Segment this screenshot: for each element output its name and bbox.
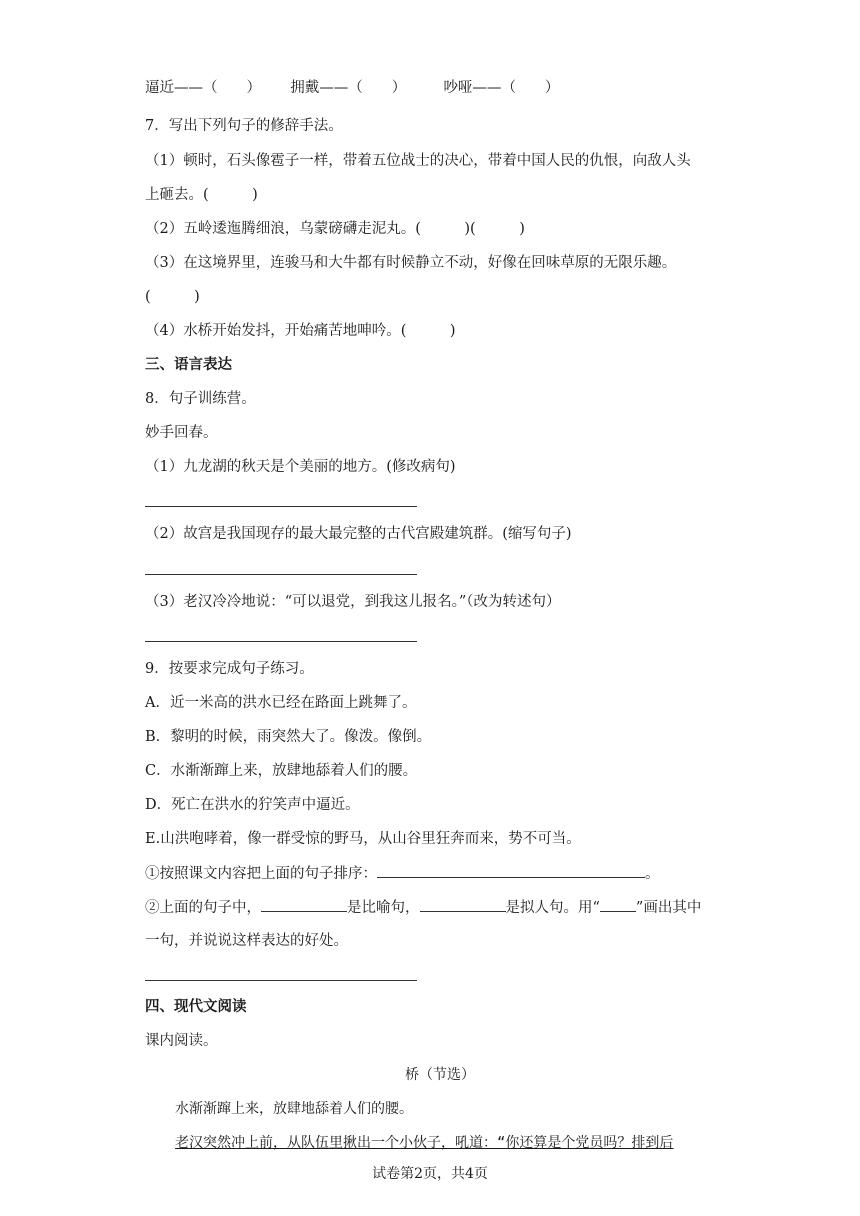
q7-sentence-1a: （1）顿时，石头像雹子一样，带着五位战士的决心，带着中国人民的仇恨，向敌人头 <box>145 153 691 169</box>
page-footer: 试卷第2页，共4页 <box>372 1166 488 1182</box>
q7-sentence-1b: 上砸去。( ) <box>145 187 258 203</box>
q8-answer-line-1[interactable] <box>145 506 417 507</box>
excerpt-title: 桥（节选） <box>405 1067 475 1083</box>
excerpt-paragraph-2: 老汉突然冲上前，从队伍里揪出一个小伙子，吼道：“你还算是个党员吗？排到后 <box>175 1135 674 1151</box>
q9-order-blank[interactable] <box>377 863 645 878</box>
q9-metaphor-blank[interactable] <box>261 897 347 912</box>
q9-answer-line[interactable] <box>145 980 417 981</box>
q8-item-1: （1）九龙湖的秋天是个美丽的地方。(修改病句) <box>145 459 456 475</box>
q9-part-2-end: ”画出其中 <box>635 900 702 916</box>
q7-sentence-4: （4）水桥开始发抖，开始痛苦地呻吟。( ) <box>145 323 456 339</box>
q9-part-1-end: 。 <box>645 866 660 882</box>
q7-sentence-3b: ( ) <box>145 289 200 305</box>
q7-title: 7．写出下列句子的修辞手法。 <box>145 118 343 134</box>
section-4-heading: 四、现代文阅读 <box>145 998 247 1015</box>
q9-part-2-mid2: 是拟人句。用“ <box>505 900 600 916</box>
word-3: 吵哑—— <box>443 80 502 96</box>
q9-part-2-prompt: ②上面的句子中， <box>145 900 261 916</box>
answer-paren-2: （ ） <box>348 80 407 96</box>
q8-answer-line-3[interactable] <box>145 641 417 642</box>
excerpt-paragraph-1: 水渐渐蹿上来，放肆地舔着人们的腰。 <box>175 1101 413 1117</box>
q9-option-d: D．死亡在洪水的狞笑声中逼近。 <box>145 797 360 813</box>
q9-option-a: A．近一米高的洪水已经在路面上跳舞了。 <box>145 695 417 711</box>
q8-item-3: （3）老汉冷冷地说：“可以退党，到我这儿报名。”（改为转述句） <box>145 594 561 610</box>
q7-sentence-2: （2）五岭逶迤腾细浪，乌蒙磅礴走泥丸。( )( ) <box>145 221 525 237</box>
q9-option-c: C．水渐渐蹿上来，放肆地舔着人们的腰。 <box>145 763 418 779</box>
q8-item-2: （2）故宫是我国现存的最大最完整的古代宫殿建筑群。(缩写句子) <box>145 526 572 542</box>
q9-option-e: E.山洪咆哮着，像一群受惊的野马，从山谷里狂奔而来，势不可当。 <box>145 831 581 847</box>
word-1: 逼近—— <box>145 80 203 96</box>
q9-personification-blank[interactable] <box>420 897 506 912</box>
answer-paren-1: （ ） <box>203 80 261 96</box>
word-pair-row <box>145 78 559 98</box>
q8-answer-line-2[interactable] <box>145 574 417 575</box>
q9-part-1 <box>145 863 660 884</box>
q9-title: 9．按要求完成句子练习。 <box>145 661 314 677</box>
q9-underline-sample <box>600 897 636 912</box>
q9-part-2-mid1: 是比喻句， <box>347 900 420 916</box>
q9-option-b: B．黎明的时候，雨突然大了。像泼。像倒。 <box>145 729 432 745</box>
answer-paren-3: （ ） <box>501 80 560 96</box>
word-2: 拥戴—— <box>290 80 349 96</box>
q9-part-2 <box>145 897 701 918</box>
section-3-heading: 三、语言表达 <box>145 356 232 373</box>
q7-sentence-3a: （3）在这境界里，连骏马和大牛都有时候静立不动，好像在回味草原的无限乐趣。 <box>145 255 677 271</box>
reading-intro: 课内阅读。 <box>145 1033 218 1049</box>
q9-part-1-prompt: ①按照课文内容把上面的句子排序： <box>145 866 377 882</box>
q9-part-2-cont: 一句，并说说这样表达的好处。 <box>145 933 348 949</box>
q8-title: 8．句子训练营。 <box>145 391 256 407</box>
q8-subtitle: 妙手回春。 <box>145 425 218 441</box>
